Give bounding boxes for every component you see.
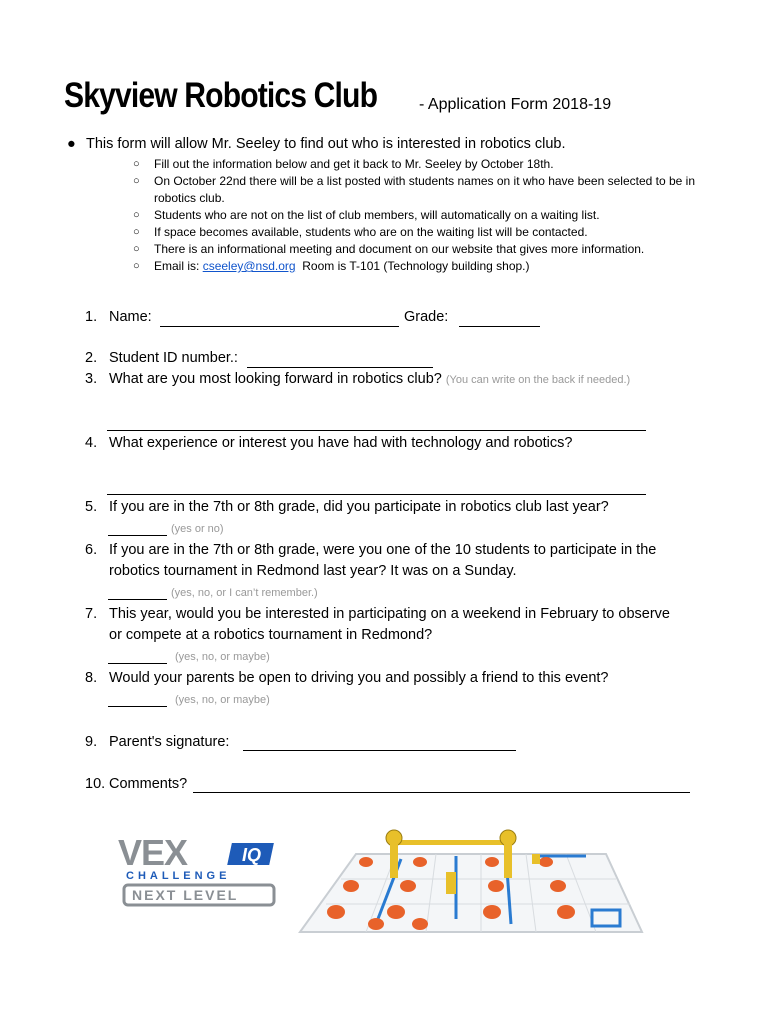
- question-8: 8. Would your parents be open to driving you and possibly a friend to this event?: [85, 670, 609, 686]
- question-7-line-2: or compete at a robotics tournament in Redmond?: [109, 627, 433, 643]
- name-label: Name:: [109, 309, 152, 325]
- circle-bullet-icon: ○: [133, 243, 140, 255]
- title-row: [64, 76, 612, 116]
- question-3: 3. What are you most looking forward in robotics club? (You can write on the back if needed.): [85, 371, 631, 387]
- question-6-line-2: robotics tournament in Redmond last year? It was on a Sunday.: [109, 563, 517, 579]
- question-1: 1. Name:: [85, 309, 152, 325]
- page-title: Skyview Robotics Club: [64, 76, 378, 115]
- answer-field-4[interactable]: [107, 494, 646, 495]
- question-10: 10. Comments?: [85, 776, 188, 792]
- list-item: ○ If space becomes available, students who are on the waiting list will be contacted.: [133, 225, 588, 239]
- bullet-dot-icon: ●: [67, 136, 76, 152]
- page-subtitle: - Application Form 2018-19: [419, 96, 612, 113]
- question-2: 2. Student ID number.:: [85, 350, 238, 366]
- comments-label: Comments?: [109, 776, 188, 792]
- list-item: ○ Students who are not on the list of club members, will automatically on a waiting list.: [133, 208, 600, 222]
- logo-line1: CHALLENGE: [126, 870, 231, 882]
- circle-bullet-icon: ○: [133, 175, 140, 187]
- circle-bullet-icon: ○: [133, 209, 140, 221]
- circle-bullet-icon: ○: [133, 260, 140, 272]
- grade-field[interactable]: [459, 326, 540, 327]
- signature-label: Parent's signature:: [109, 734, 230, 750]
- grade-label: Grade:: [404, 309, 449, 325]
- list-item: ○ On October 22nd there will be a list posted with students names on it who have been selected to be in robotics club.: [133, 174, 695, 205]
- logo-line2: NEXT LEVEL: [132, 887, 239, 903]
- question-5: 5. If you are in the 7th or 8th grade, did you participate in robotics club last year?: [85, 499, 609, 515]
- email-link[interactable]: cseeley@nsd.org: [202, 259, 296, 273]
- circle-bullet-icon: ○: [133, 158, 140, 170]
- answer-field-8[interactable]: [108, 706, 167, 707]
- hint-text: (yes, no, or maybe): [175, 651, 270, 663]
- question-9: 9. Parent's signature:: [85, 734, 230, 750]
- hint-text: (yes or no): [171, 523, 224, 535]
- name-field[interactable]: [160, 326, 399, 327]
- vex-iq-logo: [118, 833, 282, 911]
- answer-field-5[interactable]: [108, 535, 167, 536]
- list-item: ○ Fill out the information below and get it back to Mr. Seeley by October 18th.: [133, 157, 554, 171]
- question-4: 4. What experience or interest you have had with technology and robotics?: [85, 435, 573, 451]
- student-id-label: Student ID number.:: [109, 350, 238, 366]
- answer-field-3[interactable]: [107, 430, 646, 431]
- logo-badge: IQ: [242, 845, 262, 865]
- signature-field[interactable]: [243, 750, 516, 751]
- hint-text: (yes, no, or I can’t remember.): [171, 587, 318, 599]
- hint-text: (yes, no, or maybe): [175, 694, 270, 706]
- question-6: 6. If you are in the 7th or 8th grade, were you one of the 10 students to participate in the: [85, 542, 657, 558]
- question-7: 7. This year, would you be interested in participating on a weekend in February to observe: [85, 606, 670, 622]
- answer-field-6[interactable]: [108, 599, 167, 600]
- intro-bullet: [67, 136, 566, 152]
- robotics-field-illustration: [296, 824, 646, 936]
- list-item: ○ There is an informational meeting and document on our website that gives more information.: [133, 242, 645, 256]
- student-id-field[interactable]: [247, 367, 433, 368]
- logo-brand: VEX: [118, 833, 188, 873]
- circle-bullet-icon: ○: [133, 226, 140, 238]
- intro-text: This form will allow Mr. Seeley to find out who is interested in robotics club.: [86, 136, 566, 152]
- list-item: ○ Email is: cseeley@nsd.org Room is T-101 (Technology building shop.): [133, 259, 530, 273]
- comments-field[interactable]: [193, 792, 690, 793]
- hint-text: (You can write on the back if needed.): [445, 374, 631, 386]
- intro-sublist: [133, 156, 714, 275]
- answer-field-7[interactable]: [108, 663, 167, 664]
